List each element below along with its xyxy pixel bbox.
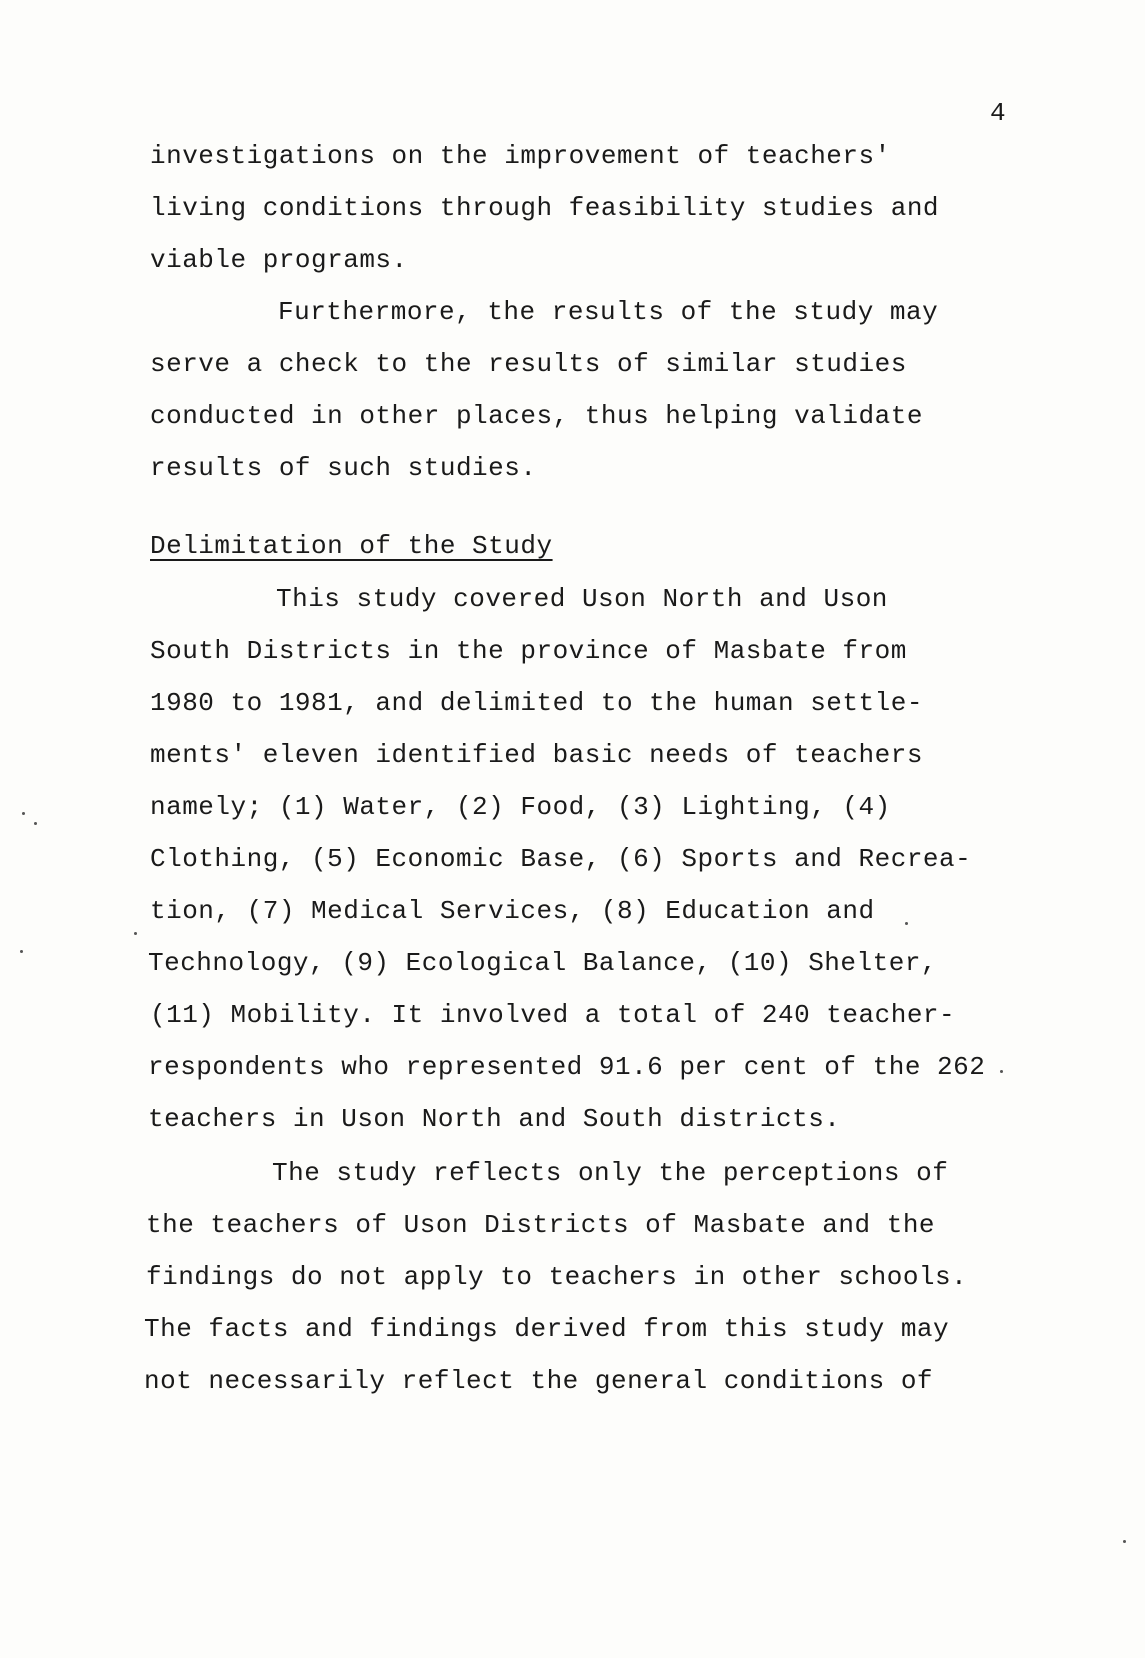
paragraph-4-line-2: the teachers of Uson Districts of Masbate and the [146, 1210, 936, 1240]
paragraph-3-line-6: Clothing, (5) Economic Base, (6) Sports and Recrea- [150, 844, 972, 874]
paragraph-3-line-3: 1980 to 1981, and delimited to the human settle- [150, 688, 923, 718]
paragraph-4-line-4: The facts and findings derived from this study may [144, 1314, 950, 1344]
paragraph-3-line-7: tion, (7) Medical Services, (8) Education and [150, 896, 875, 926]
scan-speck [22, 812, 25, 815]
paragraph-4-line-1: The study reflects only the perceptions of [272, 1158, 949, 1188]
paragraph-2-line-3: conducted in other places, thus helping validate [150, 401, 923, 431]
scan-speck [905, 922, 908, 925]
paragraph-3-line-1: This study covered Uson North and Uson [276, 584, 888, 614]
scan-speck [1000, 1070, 1003, 1073]
scan-speck [1123, 1540, 1126, 1543]
paragraph-1-line-1: investigations on the improvement of teachers' [150, 141, 891, 171]
paragraph-2-line-2: serve a check to the results of similar studies [150, 349, 907, 379]
paragraph-3-line-10: respondents who represented 91.6 per cent of the 262 [148, 1052, 986, 1082]
paragraph-1-line-3: viable programs. [150, 245, 408, 275]
paragraph-3-line-9: (11) Mobility. It involved a total of 240 teacher- [150, 1000, 956, 1030]
paragraph-3-line-4: ments' eleven identified basic needs of teachers [150, 740, 923, 770]
page-number: 4 [990, 98, 1006, 128]
paragraph-4-line-3: findings do not apply to teachers in other schools. [146, 1262, 968, 1292]
paragraph-4-line-5: not necessarily reflect the general conditions of [144, 1366, 934, 1396]
paragraph-3-line-2: South Districts in the province of Masbate from [150, 636, 907, 666]
paragraph-3-line-11: teachers in Uson North and South districts. [148, 1104, 841, 1134]
paragraph-3-line-5: namely; (1) Water, (2) Food, (3) Lighting, (4) [150, 792, 891, 822]
paragraph-1-line-2: living conditions through feasibility studies and [150, 193, 940, 223]
scan-speck [134, 932, 137, 935]
paragraph-2-line-4: results of such studies. [150, 453, 537, 483]
section-heading: Delimitation of the Study [150, 531, 553, 561]
paragraph-3-line-8: Technology, (9) Ecological Balance, (10) Shelter, [148, 948, 938, 978]
paragraph-2-line-1: Furthermore, the results of the study may [278, 297, 939, 327]
scan-speck [34, 822, 37, 825]
scan-speck [20, 950, 23, 953]
